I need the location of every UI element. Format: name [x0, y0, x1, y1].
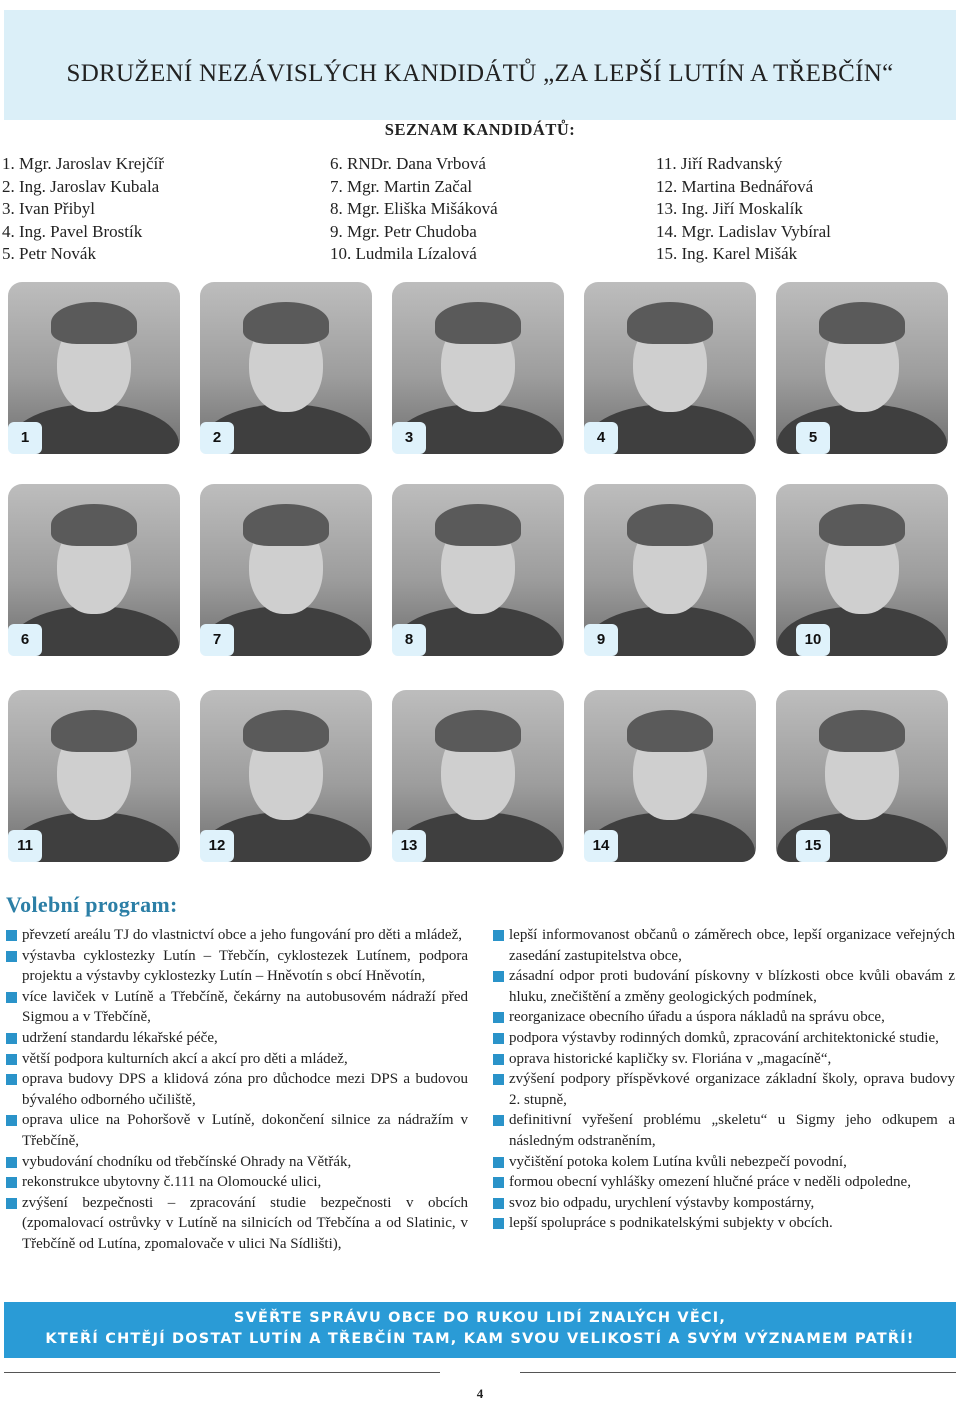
- program-heading: Volební program:: [6, 892, 178, 917]
- candidate-name: 12. Martina Bednářová: [656, 176, 814, 196]
- program-item: výstavba cyklostezky Lutín – Třebčín, cyklostezek Lutínem, podpora projektu a výstavby cyklostezky Lutín – Hněvotín s obcí Hněvotín,: [6, 946, 468, 987]
- square-bullet-icon: [6, 1074, 17, 1085]
- photo-number-badge: 15: [796, 830, 830, 862]
- portrait-hair: [51, 302, 137, 344]
- candidate-name: 5. Petr Novák: [2, 244, 96, 263]
- candidate-name: 2. Ing. Jaroslav Kubala: [2, 176, 160, 196]
- square-bullet-icon: [6, 1033, 17, 1044]
- program-item: větší podpora kulturních akcí a akcí pro děti a mládež,: [6, 1049, 468, 1070]
- program-item: svoz bio odpadu, urychlení výstavby kompostárny,: [493, 1193, 955, 1214]
- program-item: oprava budovy DPS a klidová zóna pro důchodce mezi DPS a budovou bývalého odborného učiliště,: [6, 1069, 468, 1110]
- square-bullet-icon: [493, 1115, 504, 1126]
- portrait-hair: [51, 504, 137, 546]
- square-bullet-icon: [6, 992, 17, 1003]
- slogan-line-2: KTEŘÍ CHTĚJÍ DOSTAT LUTÍN A TŘEBČÍN TAM, KAM SVOU VELIKOSTÍ A SVÝM VÝZNAMEM PATŘÍ!: [45, 1331, 915, 1347]
- candidate-name: 7. Mgr. Martin Začal: [330, 176, 473, 196]
- photo-number-badge: 5: [796, 422, 830, 454]
- photo-number-badge: 2: [200, 422, 234, 454]
- photo-number-badge: 12: [200, 830, 234, 862]
- candidate-name: 15. Ing. Karel Mišák: [656, 244, 798, 263]
- portrait-hair: [819, 710, 905, 752]
- program-item: formou obecní vyhlášky omezení hlučné práce v neděli odpoledne,: [493, 1172, 955, 1193]
- page-number: 4: [476, 1386, 484, 1401]
- program-item: lepší spolupráce s podnikatelskými subjekty v obcích.: [493, 1213, 955, 1234]
- candidate-name: 10. Ludmila Lízalová: [330, 244, 477, 263]
- square-bullet-icon: [6, 1177, 17, 1188]
- candidate-list-heading: SEZNAM KANDIDÁTŮ:: [384, 120, 576, 139]
- square-bullet-icon: [493, 1074, 504, 1085]
- photo-number-badge: 3: [392, 422, 426, 454]
- program-item: vybudování chodníku od třebčínské Ohrady na Větřák,: [6, 1152, 468, 1173]
- program-item: více laviček v Lutíně a Třebčíně, čekárny na autobusovém nádraží před Sigmou a v Třebčíně,: [6, 987, 468, 1028]
- page-title: SDRUŽENÍ NEZÁVISLÝCH KANDIDÁTŮ „ZA LEPŠÍ LUTÍN A TŘEBČÍN“: [66, 60, 894, 87]
- portrait-hair: [819, 302, 905, 344]
- square-bullet-icon: [6, 1115, 17, 1126]
- program-list-left: [6, 925, 468, 1255]
- program-item: převzetí areálu TJ do vlastnictví obce a jeho fungování pro děti a mládež,: [6, 925, 468, 946]
- square-bullet-icon: [493, 1012, 504, 1023]
- portrait-hair: [435, 302, 521, 344]
- program-item: zvýšení podpory příspěvkové organizace základní školy, oprava budovy 2. stupně,: [493, 1069, 955, 1110]
- portrait-hair: [627, 710, 713, 752]
- square-bullet-icon: [6, 930, 17, 941]
- candidate-name: 4. Ing. Pavel Brostík: [2, 221, 143, 241]
- slogan-banner: [4, 1302, 956, 1358]
- square-bullet-icon: [493, 1198, 504, 1209]
- candidate-column-3: [656, 153, 831, 266]
- photo-number-badge: 4: [584, 422, 618, 454]
- square-bullet-icon: [6, 1054, 17, 1065]
- portrait-hair: [243, 710, 329, 752]
- portrait-hair: [51, 710, 137, 752]
- square-bullet-icon: [493, 1218, 504, 1229]
- candidate-name: 11. Jiří Radvanský: [656, 154, 783, 173]
- footer-rule-left: [4, 1372, 440, 1373]
- square-bullet-icon: [493, 930, 504, 941]
- program-item: definitivní vyřešení problému „skeletu“ u Sigmy jeho odkupem a následným odstraněním,: [493, 1110, 955, 1151]
- photo-number-badge: 13: [392, 830, 426, 862]
- square-bullet-icon: [6, 1157, 17, 1168]
- slogan-line-1: SVĚŘTE SPRÁVU OBCE DO RUKOU LIDÍ ZNALÝCH VĚCI,: [233, 1310, 727, 1326]
- square-bullet-icon: [6, 951, 17, 962]
- portrait-hair: [627, 504, 713, 546]
- photo-number-badge: 11: [8, 830, 42, 862]
- candidate-name: 8. Mgr. Eliška Mišáková: [330, 199, 498, 218]
- photo-number-badge: 7: [200, 624, 234, 656]
- program-item: udržení standardu lékařské péče,: [6, 1028, 468, 1049]
- portrait-hair: [435, 504, 521, 546]
- candidate-name: 1. Mgr. Jaroslav Krejčíř: [2, 154, 164, 173]
- program-item: oprava ulice na Pohoršově v Lutíně, dokončení silnice za nádražím v Třebčíně,: [6, 1110, 468, 1151]
- header-band: [4, 10, 956, 120]
- candidate-column-2: [330, 153, 498, 266]
- portrait-hair: [435, 710, 521, 752]
- program-item: oprava historické kapličky sv. Floriána v „magacíně“,: [493, 1049, 955, 1070]
- photo-number-badge: 8: [392, 624, 426, 656]
- program-list-right: [493, 925, 955, 1234]
- program-item: vyčištění potoka kolem Lutína kvůli nebezpečí povodní,: [493, 1152, 955, 1173]
- program-item: zásadní odpor proti budování pískovny v blízkosti obce kvůli obavám z hluku, znečištění a změny geologických podmínek,: [493, 966, 955, 1007]
- candidate-column-1: [2, 153, 164, 266]
- candidate-name: 3. Ivan Přibyl: [2, 199, 96, 218]
- program-item: podpora výstavby rodinných domků, zpracování architektonické studie,: [493, 1028, 955, 1049]
- square-bullet-icon: [493, 1033, 504, 1044]
- portrait-hair: [627, 302, 713, 344]
- candidate-name: 14. Mgr. Ladislav Vybíral: [656, 221, 831, 241]
- portrait-hair: [243, 504, 329, 546]
- square-bullet-icon: [493, 1157, 504, 1168]
- candidate-name: 6. RNDr. Dana Vrbová: [330, 154, 486, 173]
- program-item: zvýšení bezpečnosti – zpracování studie bezpečnosti v obcích (zpomalovací ostrůvky v Lutíně na silnicích od Třebčína a od Slatinic, v Třebčíně od Lutína, zpomalovače v ulici Na Sídlišti),: [6, 1193, 468, 1255]
- square-bullet-icon: [6, 1198, 17, 1209]
- photo-number-badge: 14: [584, 830, 618, 862]
- footer-rule-right: [520, 1372, 956, 1373]
- candidate-name: 13. Ing. Jiří Moskalík: [656, 199, 803, 218]
- program-item: rekonstrukce ubytovny č.111 na Olomoucké ulici,: [6, 1172, 468, 1193]
- square-bullet-icon: [493, 1177, 504, 1188]
- program-item: reorganizace obecního úřadu a úspora nákladů na správu obce,: [493, 1007, 955, 1028]
- candidate-name: 9. Mgr. Petr Chudoba: [330, 221, 477, 241]
- photo-number-badge: 10: [796, 624, 830, 656]
- portrait-hair: [243, 302, 329, 344]
- photo-number-badge: 9: [584, 624, 618, 656]
- square-bullet-icon: [493, 971, 504, 982]
- photo-number-badge: 6: [8, 624, 42, 656]
- portrait-hair: [819, 504, 905, 546]
- program-item: lepší informovanost občanů o záměrech obce, lepší organizace veřejných zasedání zastupitelstva obce,: [493, 925, 955, 966]
- photo-number-badge: 1: [8, 422, 42, 454]
- square-bullet-icon: [493, 1054, 504, 1065]
